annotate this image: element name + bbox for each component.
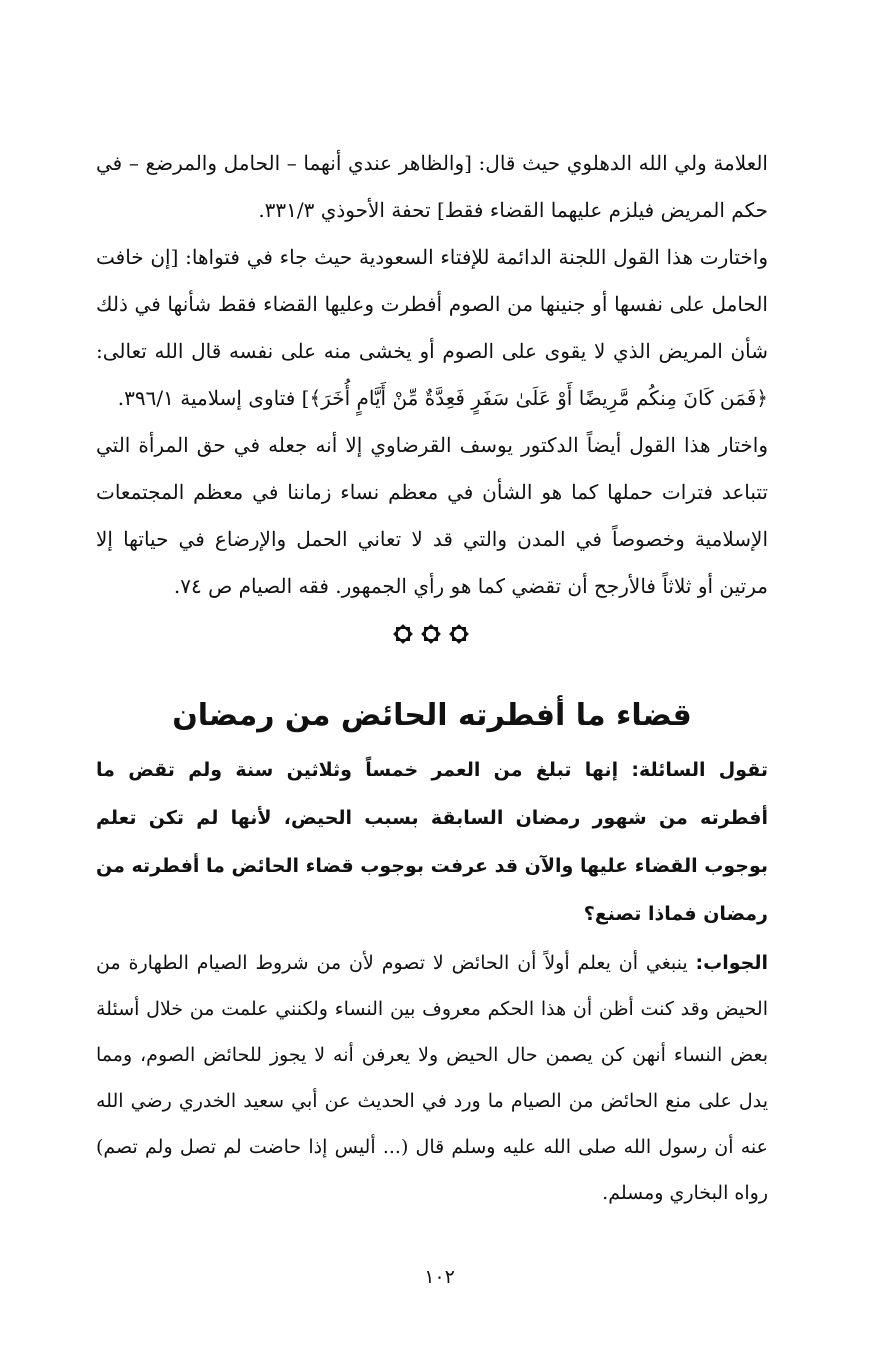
paragraph-dehlawi-quote: العلامة ولي الله الدهلوي حيث قال: [والظاهر عندي أنهما – الحامل والمرضع – في حكم المريض فيلزم عليهما القضاء فقط] تحفة الأحوذي ٣٣١/٣. <box>96 151 768 222</box>
paragraph-qaradawi-opinion: واختار هذا القول أيضاً الدكتور يوسف القرضاوي إلا أنه جعله في حق المرأة التي تتباعد فترات حملها كما هو الشأن في معظم نساء زماننا في معظم المجتمعات الإسلامية وخصوصاً في المدن والتي قد لا تعاني الحمل والإرضاع في حياتها إلا مرتين أو ثلاثاً فالأرجح أن تقضي كما هو رأي الجمهور. فقه الصيام ص ٧٤. <box>96 433 768 598</box>
section-title: قضاء ما أفطرته الحائض من رمضان <box>172 698 692 733</box>
paragraph-fatwa-committee: واختارت هذا القول اللجنة الدائمة للإفتاء السعودية حيث جاء في فتواها: [إن خافت الحامل على نفسها أو جنينها من الصوم أفطرت وعليها القضاء فقط شأنها في ذلك شأن المريض الذي لا يقوى على الصوم أو يخشى منه على نفسه قال الله تعالى: ﴿فَمَن كَانَ مِنكُم مَّرِيضًا أَوْ عَلَىٰ سَفَرٍ فَعِدَّةٌ مِّنْ أَيَّامٍ أُخَرَ﴾] فتاوى إسلامية ٣٩٦/١. <box>96 245 768 410</box>
star-ornament-icon <box>449 624 471 646</box>
question-text: تقول السائلة: إنها تبلغ من العمر خمساً وثلاثين سنة ولم تقض ما أفطرته من شهور رمضان السابقة بسبب الحيض، لأنها لم تكن تعلم بوجوب القضاء عليها والآن قد عرفت بوجوب قضاء الحائض ما أفطرته من رمضان فماذا تصنع؟ <box>95 759 768 925</box>
answer-paragraph <box>96 940 768 1216</box>
star-ornament-icon <box>393 624 415 646</box>
page-body <box>96 140 768 1216</box>
star-ornament-icon <box>421 624 443 646</box>
answer-text: ينبغي أن يعلم أولاً أن الحائض لا تصوم لأن من شروط الصيام الطهارة من الحيض وقد كنت أظن أن هذا الحكم معروف بين النساء ولكنني علمت من خلال أسئلة بعض النساء أنهن كن يصمن حال الحيض ولا يعرفن أنه لا يجوز للحائض الصوم، ومما يدل على منع الحائض من الصيام ما ورد في الحديث عن أبي سعيد الخدري رضي الله عنه أن رسول الله صلى الله عليه وسلم قال (... أليس إذا حاضت لم تصل ولم تصم) رواه البخاري ومسلم. <box>96 952 768 1204</box>
section-divider-ornament <box>96 614 768 654</box>
page-number: ١٠٢ <box>424 1266 455 1288</box>
answer-label: الجواب: <box>695 952 768 974</box>
